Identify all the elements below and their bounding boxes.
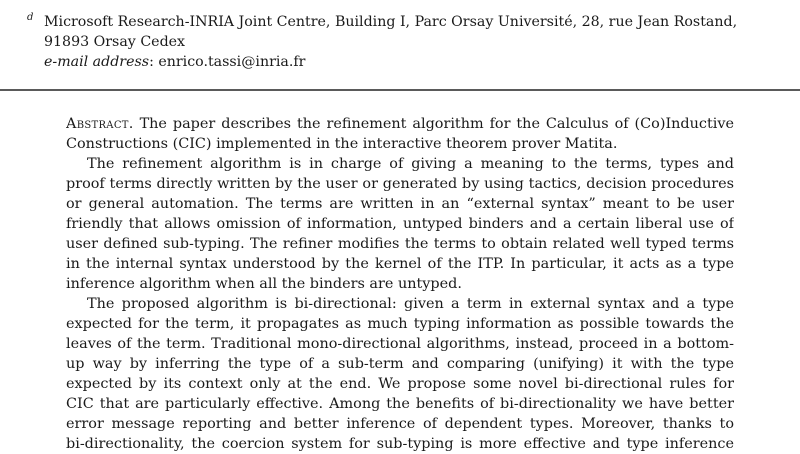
abstract-line: inference algorithm when all the binders are untyped.: [66, 276, 462, 292]
abstract-line: Constructions (CIC) implemented in the interactive theorem prover Matita.: [66, 136, 618, 152]
abstract-line: expected by its context only at the end. We propose some novel bi-directional rules for: [66, 376, 734, 392]
affiliation-address-line-1: Microsoft Research-INRIA Joint Centre, Building I, Parc Orsay Université, 28, rue Jean Rostand,: [44, 14, 738, 30]
affiliation-email-line: [27, 52, 787, 72]
abstract-line: expected for the term, it propagates as much typing information as possible towards the: [66, 316, 734, 332]
abstract-line: user defined sub-typing. The refiner modifies the terms to obtain related well typed terms: [66, 236, 734, 252]
abstract-line: Abstract. The paper describes the refinement algorithm for the Calculus of (Co)Inductive: [66, 116, 734, 132]
affiliation-address-line-2: 91893 Orsay Cedex: [44, 34, 186, 50]
abstract-line: or general automation. The terms are written in an “external syntax” meant to be user: [66, 196, 734, 212]
email-label: e-mail address: [44, 54, 150, 70]
abstract-line: The proposed algorithm is bi-directional: given a term in external syntax and a type: [87, 296, 734, 312]
abstract-line: leaves of the term. Traditional mono-directional algorithms, instead, proceed in a bottom-: [66, 336, 734, 352]
abstract-line: friendly that allows omission of information, untyped binders and a certain liberal use of: [66, 216, 734, 232]
author-affiliation: [27, 12, 787, 72]
abstract-line: The refinement algorithm is in charge of giving a meaning to the terms, types and: [87, 156, 734, 172]
abstract-line: error message reporting and better inference of dependent types. Moreover, thanks to: [66, 416, 734, 432]
abstract-heading: Abstract.: [66, 116, 134, 132]
email-address: enrico.tassi@inria.fr: [158, 54, 306, 70]
footnote-marker: d: [27, 12, 34, 23]
abstract-line: in the internal syntax understood by the kernel of the ITP. In particular, it acts as a type: [66, 256, 734, 272]
abstract-line: proof terms directly written by the user or generated by using tactics, decision procedures: [66, 176, 734, 192]
horizontal-rule: [0, 89, 800, 91]
abstract-section: [66, 114, 734, 454]
abstract-line: up way by inferring the type of a sub-term and comparing (unifying) it with the type: [66, 356, 734, 372]
abstract-line: CIC that are particularly effective. Among the benefits of bi-directionality we have better: [66, 396, 734, 412]
email-separator: :: [149, 54, 159, 70]
abstract-line: bi-directionality, the coercion system for sub-typing is more effective and type inference: [66, 436, 734, 452]
